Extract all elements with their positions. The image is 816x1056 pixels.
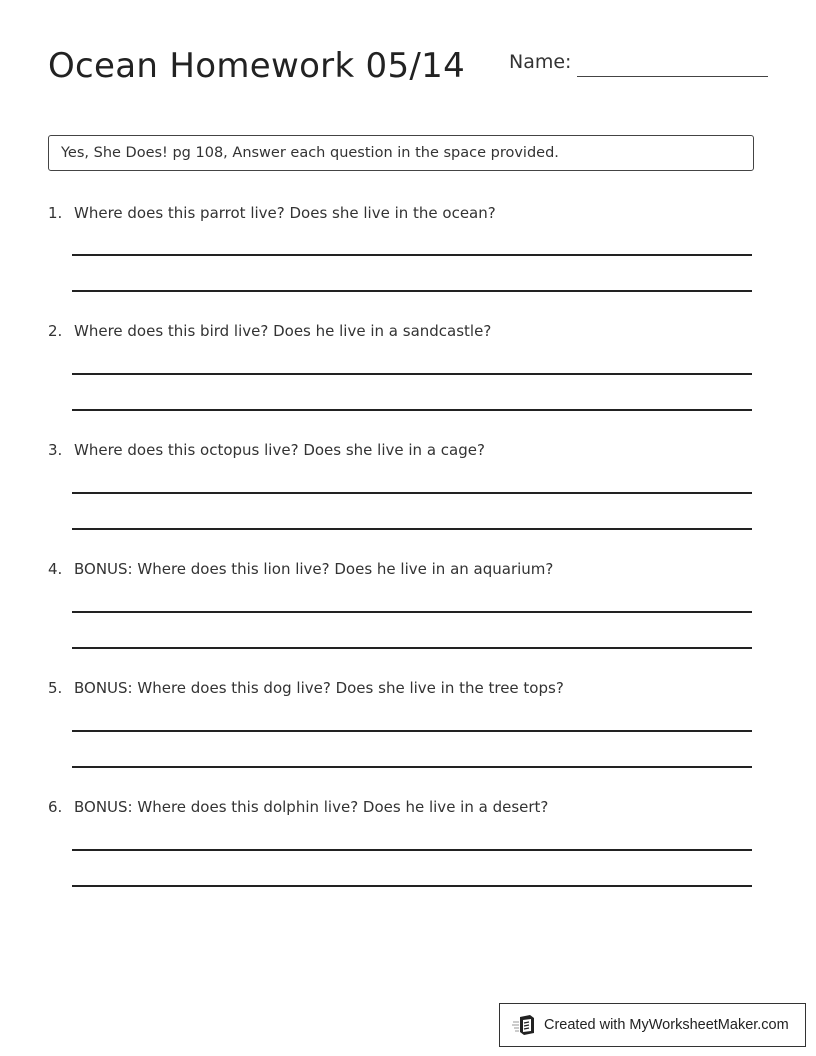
answer-line[interactable] [72, 290, 752, 292]
question-number: 6. [48, 798, 63, 816]
question-4 [48, 559, 754, 579]
question-text: BONUS: Where does this lion live? Does he live in an aquarium? [74, 560, 554, 578]
answer-line[interactable] [72, 254, 752, 256]
question-5 [48, 678, 754, 698]
answer-line[interactable] [72, 849, 752, 851]
question-text: Where does this bird live? Does he live in a sandcastle? [74, 322, 492, 340]
answer-line[interactable] [72, 730, 752, 732]
page-title: Ocean Homework 05/14 [48, 46, 466, 86]
instructions-box [48, 135, 754, 171]
footer-credit [499, 1003, 806, 1047]
question-number: 1. [48, 204, 63, 222]
question-text: BONUS: Where does this dog live? Does she live in the tree tops? [74, 679, 564, 697]
answer-line[interactable] [72, 611, 752, 613]
answer-line[interactable] [72, 885, 752, 887]
answer-line[interactable] [72, 647, 752, 649]
question-text: Where does this parrot live? Does she live in the ocean? [74, 204, 496, 222]
name-field-group [509, 50, 571, 74]
answer-line[interactable] [72, 766, 752, 768]
question-number: 2. [48, 322, 63, 340]
instructions-text: Yes, She Does! pg 108, Answer each question in the space provided. [61, 145, 559, 161]
name-input-line[interactable] [577, 76, 768, 77]
question-number: 5. [48, 679, 63, 697]
question-text: Where does this octopus live? Does she live in a cage? [74, 441, 485, 459]
question-1 [48, 203, 754, 223]
worksheet-maker-logo-icon [512, 1014, 538, 1036]
question-2 [48, 321, 754, 341]
question-number: 3. [48, 441, 63, 459]
question-3 [48, 440, 754, 460]
answer-line[interactable] [72, 409, 752, 411]
question-text: BONUS: Where does this dolphin live? Does he live in a desert? [74, 798, 549, 816]
question-6 [48, 797, 754, 817]
question-number: 4. [48, 560, 63, 578]
footer-text: Created with MyWorksheetMaker.com [544, 1017, 789, 1033]
answer-line[interactable] [72, 373, 752, 375]
answer-line[interactable] [72, 528, 752, 530]
answer-line[interactable] [72, 492, 752, 494]
name-label: Name: [509, 51, 572, 73]
